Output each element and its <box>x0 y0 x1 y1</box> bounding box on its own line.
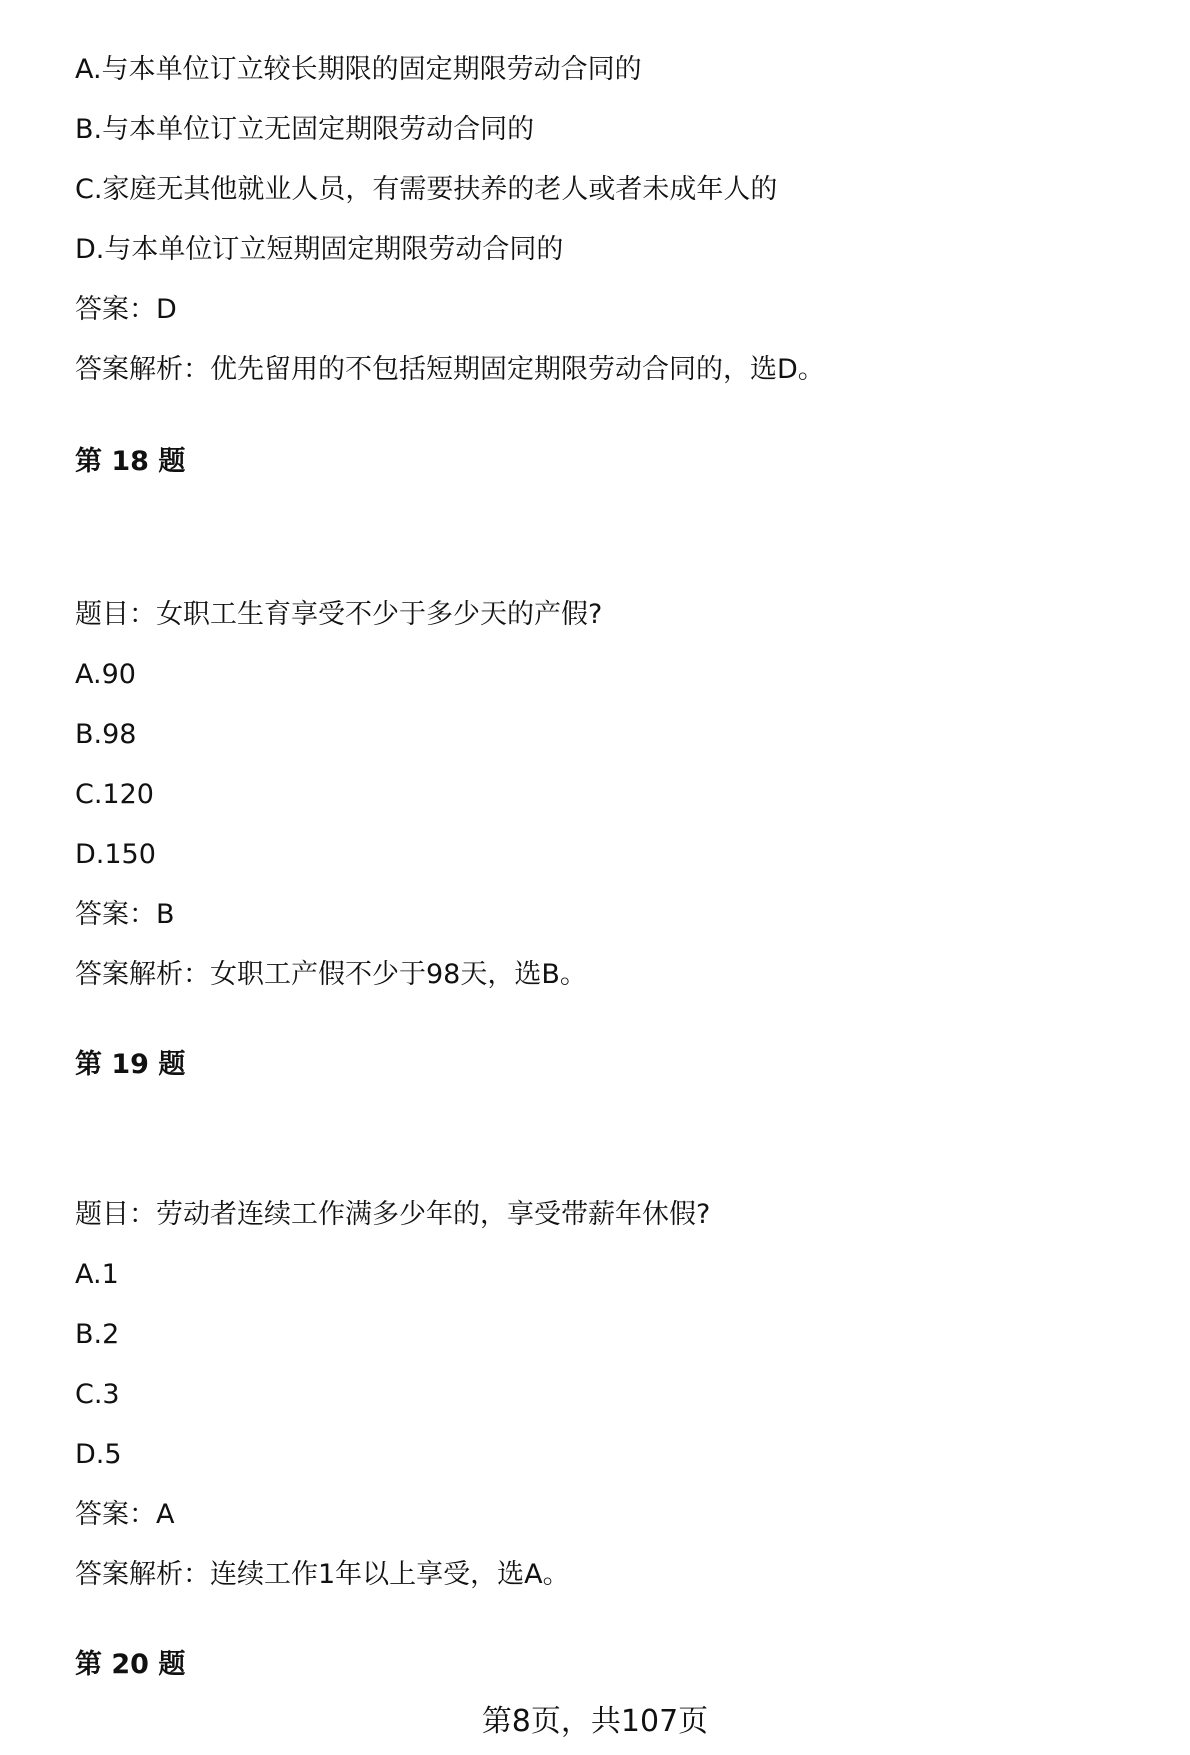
q18-heading: 第 18 题 <box>75 446 186 477</box>
q19-option-c: C.3 <box>75 1379 120 1410</box>
q18-option-d: D.150 <box>75 839 156 870</box>
q18-option-a: A.90 <box>75 659 136 690</box>
q18-question: 题目：女职工生育享受不少于多少天的产假? <box>75 599 603 630</box>
q19-option-b: B.2 <box>75 1319 120 1350</box>
q18-answer: 答案：B <box>75 899 175 930</box>
q17-option-d: D.与本单位订立短期固定期限劳动合同的 <box>75 234 564 265</box>
q17-option-c: C.家庭无其他就业人员，有需要扶养的老人或者未成年人的 <box>75 174 778 205</box>
page-number: 第8页，共107页 <box>481 1704 709 1739</box>
q18-option-b: B.98 <box>75 719 137 750</box>
q20-heading: 第 20 题 <box>75 1649 186 1680</box>
q19-answer: 答案：A <box>75 1499 175 1530</box>
q18-explanation: 答案解析：女职工产假不少于98天，选B。 <box>75 959 587 990</box>
q17-option-a: A.与本单位订立较长期限的固定期限劳动合同的 <box>75 54 642 85</box>
q18-option-c: C.120 <box>75 779 154 810</box>
q17-option-b: B.与本单位订立无固定期限劳动合同的 <box>75 114 535 145</box>
q19-explanation: 答案解析：连续工作1年以上享受，选A。 <box>75 1559 570 1590</box>
q17-explanation: 答案解析：优先留用的不包括短期固定期限劳动合同的，选D。 <box>75 354 825 385</box>
q17-answer: 答案：D <box>75 294 177 325</box>
q19-heading: 第 19 题 <box>75 1049 186 1080</box>
q19-option-d: D.5 <box>75 1439 122 1470</box>
q19-question: 题目：劳动者连续工作满多少年的，享受带薪年休假? <box>75 1199 711 1230</box>
q19-option-a: A.1 <box>75 1259 119 1290</box>
